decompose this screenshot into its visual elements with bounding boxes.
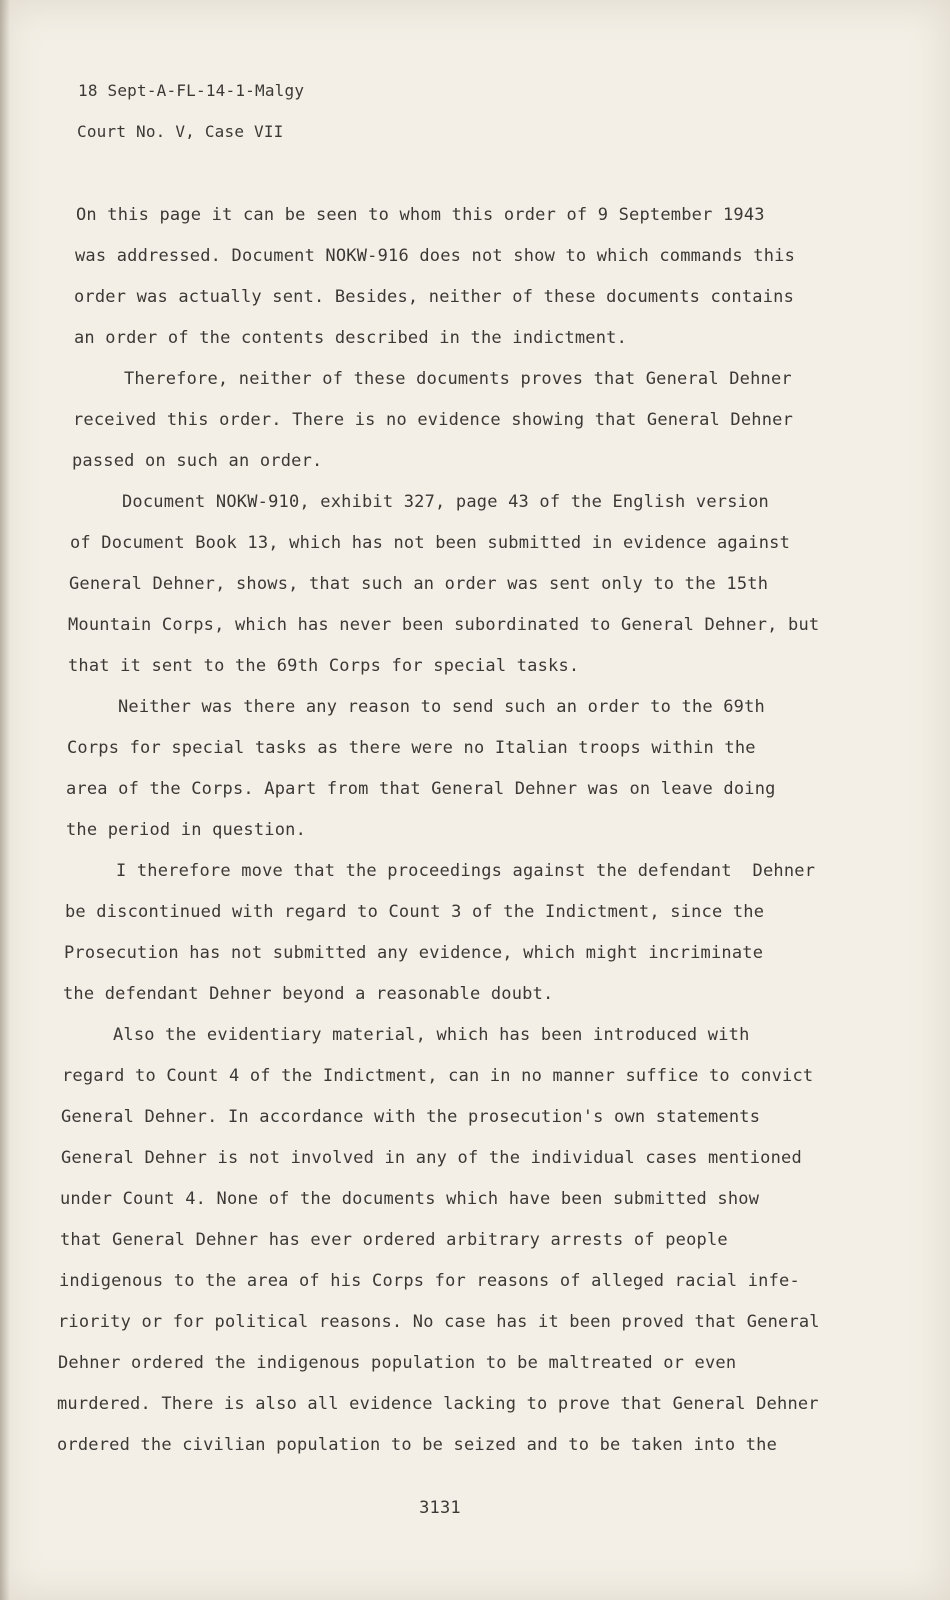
body-line: be discontinued with regard to Count 3 of the Indictment, since the: [65, 902, 765, 922]
body-line: Neither was there any reason to send such an order to the 69th: [118, 697, 765, 717]
body-line: an order of the contents described in the indictment.: [74, 328, 628, 348]
body-line: area of the Corps. Apart from that General Dehner was on leave doing: [66, 779, 776, 799]
body-line: received this order. There is no evidence showing that General Dehner: [73, 410, 794, 430]
body-line: was addressed. Document NOKW-916 does not show to which commands this: [75, 246, 796, 266]
body-line: riority or for political reasons. No case has it been proved that General: [58, 1312, 820, 1332]
body-line: Document NOKW-910, exhibit 327, page 43 of the English version: [122, 492, 769, 512]
page-number: 3131: [419, 1498, 461, 1518]
body-line: Dehner ordered the indigenous population to be maltreated or even: [58, 1353, 737, 1373]
body-line: On this page it can be seen to whom this order of 9 September 1943: [76, 205, 765, 225]
body-line: that General Dehner has ever ordered arbitrary arrests of people: [60, 1230, 728, 1250]
body-line: General Dehner is not involved in any of the individual cases mentioned: [61, 1148, 802, 1168]
body-line: the defendant Dehner beyond a reasonable doubt.: [63, 984, 554, 1004]
body-line: Corps for special tasks as there were no Italian troops within the: [67, 738, 756, 758]
body-line: order was actually sent. Besides, neither of these documents contains: [74, 287, 795, 307]
body-line: regard to Count 4 of the Indictment, can in no manner suffice to convict: [62, 1066, 814, 1086]
body-line: of Document Book 13, which has not been submitted in evidence against: [70, 533, 791, 553]
body-line: Prosecution has not submitted any evidence, which might incriminate: [64, 943, 764, 963]
court-case-line: Court No. V, Case VII: [77, 122, 284, 141]
body-line: Also the evidentiary material, which has been introduced with: [113, 1025, 750, 1045]
body-line: ordered the civilian population to be seized and to be taken into the: [57, 1435, 778, 1455]
body-line: that it sent to the 69th Corps for special tasks.: [68, 656, 580, 676]
body-line: Therefore, neither of these documents proves that General Dehner: [124, 369, 792, 389]
body-line: under Count 4. None of the documents which have been submitted show: [60, 1189, 760, 1209]
body-line: indigenous to the area of his Corps for reasons of alleged racial infe-: [59, 1271, 800, 1291]
body-line: murdered. There is also all evidence lacking to prove that General Dehner: [57, 1394, 819, 1414]
document-reference: 18 Sept-A-FL-14-1-Malgy: [78, 81, 305, 100]
body-line: the period in question.: [66, 820, 307, 840]
body-line: Mountain Corps, which has never been subordinated to General Dehner, but: [68, 615, 820, 635]
body-line: passed on such an order.: [72, 451, 323, 471]
body-line: General Dehner. In accordance with the prosecution's own statements: [61, 1107, 761, 1127]
body-line: General Dehner, shows, that such an order was sent only to the 15th: [69, 574, 769, 594]
body-line: I therefore move that the proceedings against the defendant Dehner: [116, 861, 816, 881]
